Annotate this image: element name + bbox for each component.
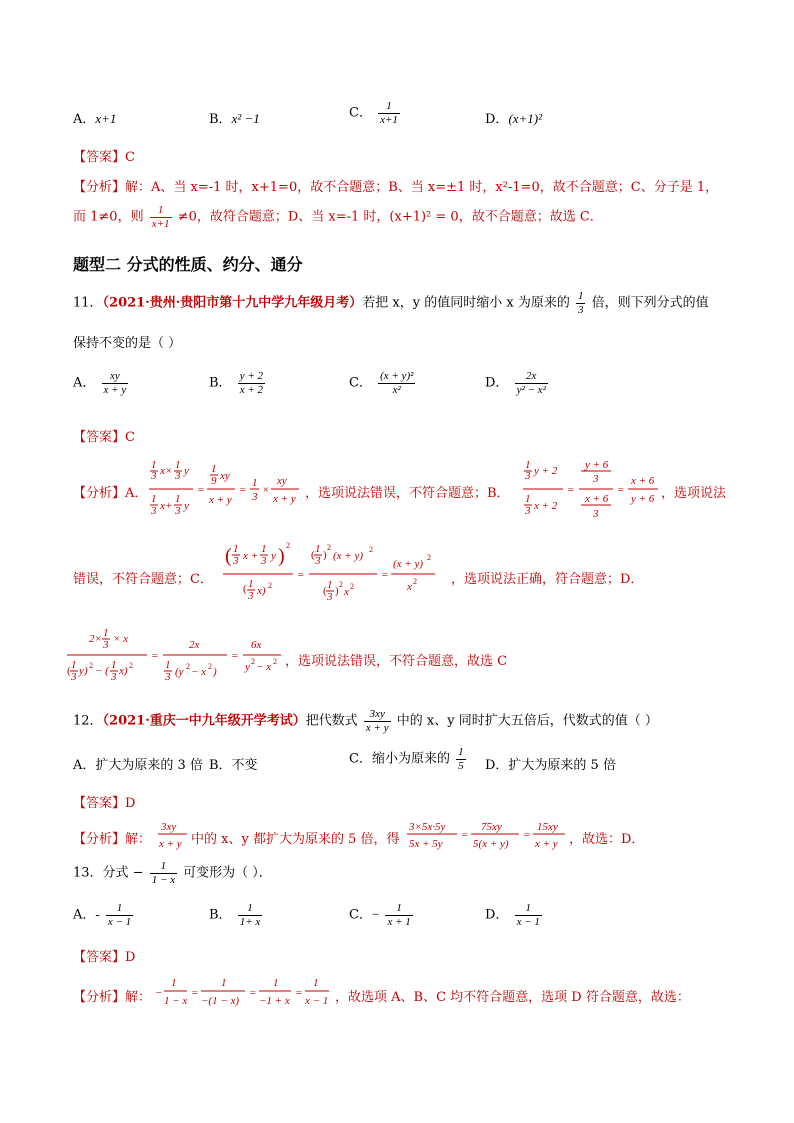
svg-text:3: 3: [315, 555, 321, 567]
svg-text:x + y: x + y: [273, 493, 296, 505]
svg-text:3: 3: [248, 590, 254, 602]
svg-text:3: 3: [593, 508, 599, 520]
svg-text:): ): [278, 545, 285, 567]
svg-text:(y: (y: [175, 666, 184, 678]
svg-text:1: 1: [175, 459, 181, 471]
q11-analysis-d-formula: [67, 624, 287, 688]
svg-text:y + 2: y + 2: [534, 465, 558, 477]
svg-text:2x: 2x: [189, 639, 200, 651]
svg-text:y: y: [245, 661, 250, 673]
svg-text:3: 3: [593, 473, 599, 485]
svg-text:1: 1: [71, 659, 77, 671]
svg-text:2: 2: [339, 580, 343, 589]
q10-answer: 【答案】C: [73, 150, 135, 165]
section-heading: 题型二 分式的性质、约分、通分: [73, 255, 303, 274]
svg-text:(x + y): (x + y): [393, 558, 424, 570]
svg-text:1: 1: [313, 977, 319, 989]
svg-text:3: 3: [165, 671, 171, 683]
svg-text:(: (: [243, 583, 247, 595]
svg-text:x+: x+: [160, 500, 173, 512]
svg-text:− x: − x: [191, 666, 207, 678]
svg-text:(: (: [225, 545, 232, 567]
svg-text:× x: × x: [113, 633, 129, 645]
q13-stem: 13．分式 − $\frac{1}{1 - x}$ 可变形为（ ）．: [73, 860, 272, 886]
svg-text:x): x): [257, 585, 266, 597]
svg-text:xy: xy: [220, 470, 230, 482]
svg-text:2: 2: [273, 657, 277, 666]
svg-text:=: =: [381, 569, 389, 581]
svg-text:x − 1: x − 1: [305, 995, 329, 1007]
svg-text:3xy: 3xy: [161, 821, 177, 833]
svg-text:3: 3: [327, 591, 333, 603]
svg-text:y: y: [184, 500, 189, 512]
svg-text:3: 3: [151, 505, 157, 517]
q12-stem: 12．（2021·重庆一中九年级开学考试）把代数式 $\frac{3xy}{x + y}$ 中的 x、y 同时扩大五倍后，代数式的值（ ）: [73, 708, 658, 734]
svg-text:1: 1: [525, 459, 531, 471]
svg-text:2: 2: [350, 582, 354, 591]
svg-text:): ): [323, 549, 327, 561]
svg-text:x): x): [119, 665, 128, 677]
svg-text:− x: − x: [256, 661, 272, 673]
q10-option-b: B．x² −1: [209, 111, 260, 127]
svg-text:(: (: [323, 585, 327, 597]
q11-option-d: D． $\frac{2x}{\text{y² − x²}}$: [485, 370, 546, 396]
svg-text:3: 3: [261, 555, 267, 567]
svg-text:xy: xy: [277, 475, 287, 487]
svg-text:1: 1: [171, 977, 177, 989]
q12-option-b: B．不变: [209, 758, 258, 773]
svg-text:1: 1: [211, 463, 217, 475]
q10-option-d: D．(x+1)²: [485, 111, 543, 127]
svg-text:3: 3: [103, 639, 109, 651]
svg-text:=: =: [297, 569, 305, 581]
svg-text:2: 2: [327, 543, 331, 552]
svg-text:3: 3: [175, 470, 181, 482]
svg-text:y + 6: y + 6: [631, 493, 655, 505]
svg-text:=: =: [295, 987, 303, 999]
q12-option-d: D．扩大为原来的 5 倍: [485, 758, 616, 773]
svg-text:15xy: 15xy: [537, 821, 558, 833]
svg-text:1: 1: [261, 543, 267, 555]
svg-text:2: 2: [413, 577, 417, 586]
svg-text:x×: x×: [160, 465, 173, 477]
svg-text:=: =: [197, 484, 205, 496]
q11-option-a: A． $\frac{xy}{x + y}$: [73, 370, 127, 396]
svg-text:1: 1: [273, 977, 279, 989]
svg-text:=: =: [151, 650, 159, 662]
svg-text:x: x: [407, 581, 412, 593]
svg-text:2: 2: [369, 545, 373, 554]
svg-text:x + y: x + y: [209, 494, 232, 506]
svg-text:=: =: [523, 829, 531, 841]
svg-text:9: 9: [211, 475, 217, 487]
svg-text:=: =: [249, 987, 257, 999]
q10-analysis-line1: 【分析】解：A、当 x=-1 时，x+1=0，故不合题意；B、当 x=±1 时，x²-1=0，故不合题意；C、分子是 1，: [73, 180, 719, 195]
q12-answer: 【答案】D: [73, 796, 136, 811]
svg-text:=: =: [461, 829, 469, 841]
svg-text:3: 3: [111, 671, 117, 683]
svg-text:2: 2: [129, 661, 133, 670]
svg-text:−(1 − x): −(1 − x): [201, 995, 240, 1007]
svg-text:x: x: [344, 586, 349, 598]
svg-text:1: 1: [221, 977, 227, 989]
svg-text:(x + y): (x + y): [333, 550, 364, 562]
svg-text:x + 6: x + 6: [631, 475, 655, 487]
svg-text:1: 1: [315, 543, 321, 555]
svg-text:2: 2: [268, 581, 272, 590]
svg-text:1: 1: [248, 578, 254, 590]
q11-analysis-c-formula: [223, 540, 453, 612]
svg-text:2: 2: [208, 662, 212, 671]
svg-text:y): y): [79, 665, 88, 677]
q12-analysis-formula-1: [157, 818, 189, 854]
svg-text:=: =: [567, 484, 575, 496]
q11-stem-line2: 保持不变的是（ ）: [73, 336, 182, 351]
q13-option-d: D． $\frac{1}{x - 1}$: [485, 902, 540, 928]
svg-text:): ): [335, 585, 339, 597]
svg-text:2: 2: [427, 553, 431, 562]
svg-text:=: =: [617, 484, 625, 496]
q10-option-a: A．x+1: [73, 111, 117, 127]
svg-text:=: =: [231, 650, 239, 662]
svg-text:(: (: [311, 549, 315, 561]
svg-text:y: y: [271, 550, 276, 562]
svg-text:75xy: 75xy: [481, 821, 502, 833]
svg-text:1: 1: [252, 477, 258, 489]
svg-text:3: 3: [525, 505, 531, 517]
svg-text:x + y: x + y: [535, 838, 558, 850]
q13-answer: 【答案】D: [73, 950, 136, 965]
q10-analysis-line2: 而 1≠0，则 $\frac{1}{x+1}$ ≠0，故符合题意；D、当 x=-1 时，(x+1)² = 0，故不合题意；故选 C．: [73, 204, 603, 230]
q13-option-a: A．- $\frac{1}{x - 1}$: [73, 902, 132, 928]
svg-text:3×5x·5y: 3×5x·5y: [409, 821, 446, 833]
svg-text:1: 1: [151, 459, 157, 471]
svg-text:=: =: [191, 987, 199, 999]
svg-text:y: y: [184, 465, 189, 477]
svg-text:1: 1: [103, 627, 109, 639]
svg-text:y + 6: y + 6: [585, 459, 609, 471]
q10-option-c: C． $\frac{1}{x+1}$: [349, 100, 398, 126]
svg-text:=: =: [239, 484, 247, 496]
svg-text:): ): [213, 666, 217, 678]
svg-text:×: ×: [262, 484, 270, 496]
svg-text:3: 3: [252, 491, 258, 503]
svg-text:−: −: [155, 987, 163, 999]
svg-text:3: 3: [233, 555, 239, 567]
svg-text:x + y: x + y: [159, 838, 182, 850]
q11-answer: 【答案】C: [73, 430, 135, 445]
svg-text:2×: 2×: [89, 633, 102, 645]
svg-text:1 − x: 1 − x: [164, 995, 188, 1007]
svg-text:2: 2: [186, 662, 190, 671]
svg-text:1: 1: [175, 493, 181, 505]
svg-text:3: 3: [175, 505, 181, 517]
svg-text:x +: x +: [243, 550, 259, 562]
svg-text:1: 1: [151, 493, 157, 505]
q13-analysis-formula: [155, 974, 345, 1010]
svg-text:3: 3: [151, 470, 157, 482]
svg-text:2: 2: [286, 541, 290, 550]
q13-option-b: B． $\frac{1}{1+ x}$: [209, 902, 261, 928]
q11-option-c: C． $\frac{\text{(x + y)²}}{\text{x²}}$: [349, 370, 414, 396]
q11-option-b: B． $\frac{y + 2}{x + 2}$: [209, 370, 264, 396]
svg-text:5(x + y): 5(x + y): [473, 838, 509, 850]
svg-text:5x + 5y: 5x + 5y: [409, 838, 443, 850]
q13-option-c: C．− $\frac{1}{x + 1}$: [349, 902, 411, 928]
svg-text:− (: − (: [95, 665, 109, 677]
svg-text:1: 1: [327, 579, 333, 591]
svg-text:x + 6: x + 6: [585, 493, 609, 505]
svg-text:1: 1: [233, 543, 239, 555]
svg-text:(: (: [67, 665, 71, 677]
q11-stem-line1: 11．（2021·贵州·贵阳市第十九中学九年级月考）若把 x，y 的值同时缩小 x 为原来的 $\frac{1}{3}$ 倍，则下列分式的值: [73, 290, 709, 316]
svg-text:3: 3: [525, 470, 531, 482]
svg-text:6x: 6x: [251, 639, 262, 651]
svg-text:3: 3: [71, 671, 77, 683]
svg-text:1: 1: [111, 659, 117, 671]
svg-text:2: 2: [89, 661, 93, 670]
svg-text:2: 2: [251, 657, 255, 666]
q12-option-c: C．缩小为原来的 $\frac{1}{5}$: [349, 746, 464, 772]
svg-text:−1 + x: −1 + x: [259, 995, 290, 1007]
svg-text:x + 2: x + 2: [534, 500, 558, 512]
q12-option-a: A．扩大为原来的 3 倍: [73, 758, 203, 773]
svg-text:1: 1: [525, 493, 531, 505]
svg-text:1: 1: [165, 659, 171, 671]
